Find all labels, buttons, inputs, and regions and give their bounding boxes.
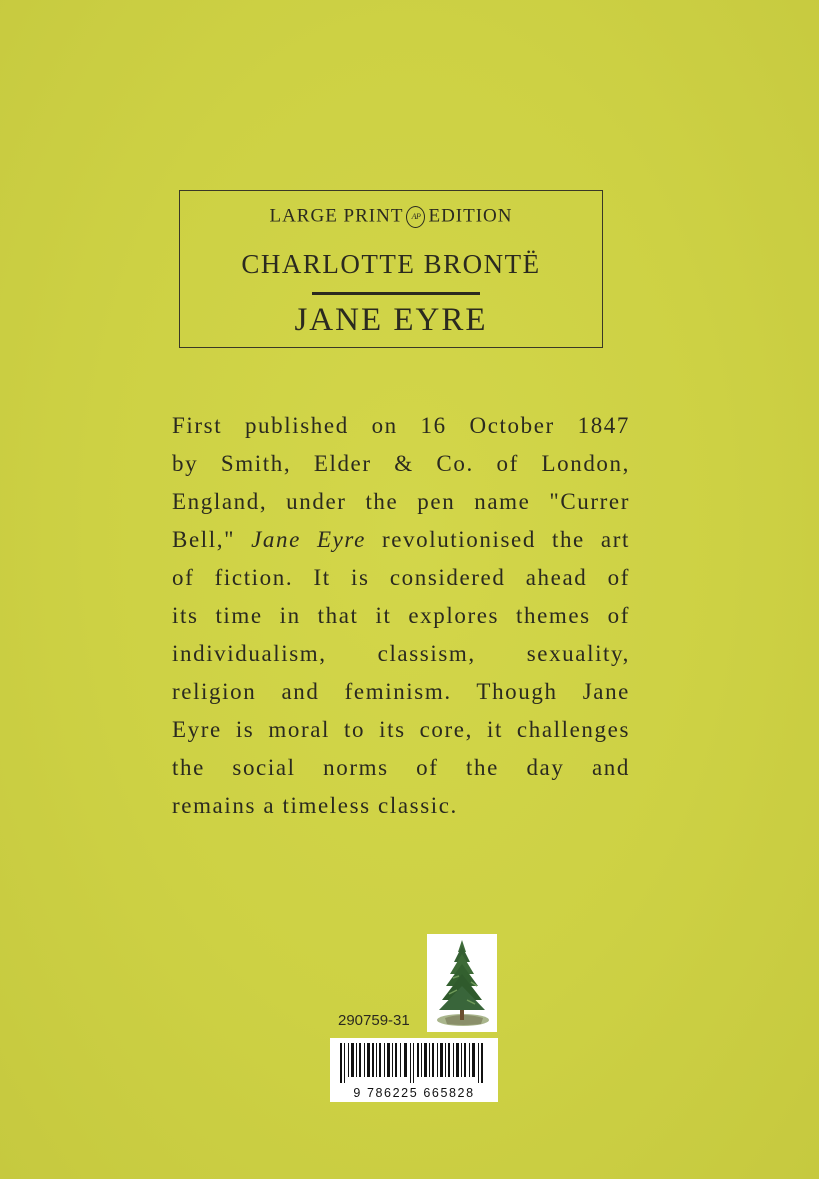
book-title: JANE EYRE <box>294 302 488 338</box>
title-divider <box>312 292 480 295</box>
blurb-line: remains a timeless classic. <box>172 793 458 818</box>
blurb-line: Eyre is moral to its core, it challenges <box>172 717 630 742</box>
title-box <box>179 190 603 348</box>
tree-illustration-icon <box>427 934 497 1032</box>
blurb-line-suffix: revolutionised the art <box>381 527 630 552</box>
blurb-line: its time in that it explores themes of <box>172 603 630 628</box>
barcode-icon <box>338 1043 490 1083</box>
blurb-line: individualism, classism, sexuality, <box>172 641 630 666</box>
blurb-line: religion and feminism. Though Jane <box>172 679 630 704</box>
edition-label-right: EDITION <box>428 205 513 227</box>
blurb-line-title <box>172 521 630 559</box>
tree-illustration <box>427 934 497 1032</box>
blurb-book-title: Jane Eyre <box>251 527 366 552</box>
barcode <box>330 1038 498 1102</box>
blurb-line: First published on 16 October 1847 <box>172 413 630 438</box>
blurb-line: England, under the pen name "Currer <box>172 489 630 514</box>
edition-label-left: LARGE PRINT <box>269 205 404 227</box>
blurb <box>172 407 630 825</box>
blurb-line-prefix: Bell," <box>172 527 236 552</box>
isbn-digits: 9 786225 665828 <box>353 1086 475 1100</box>
author-name: CHARLOTTE BRONTË <box>241 249 541 279</box>
blurb-line: of fiction. It is considered ahead of <box>172 565 630 590</box>
edition-line <box>180 205 602 228</box>
catalog-code: 290759-31 <box>338 1012 410 1029</box>
blurb-line: by Smith, Elder & Co. of London, <box>172 451 630 476</box>
blurb-line: the social norms of the day and <box>172 755 630 780</box>
publisher-logo-icon: AP <box>406 206 425 228</box>
